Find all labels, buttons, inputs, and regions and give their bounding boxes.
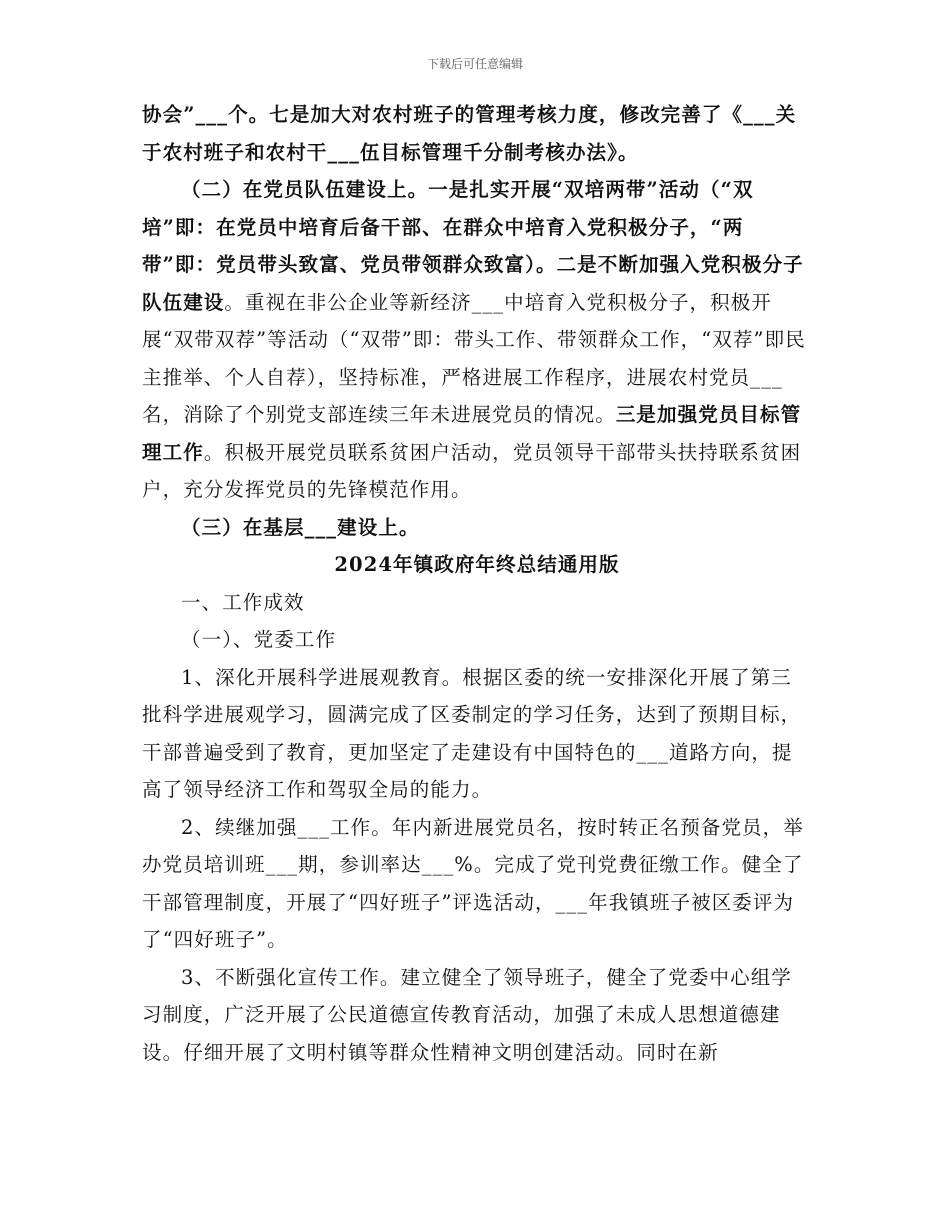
paragraph-2-bold-lead: （二）在党员队伍建设上。一是扎实开展“双培两带”活动（“双培”即：在党员中培育后备干部、在群众中培育入党积极分子，“两带”即：党员带头致富、党员带领群众致富）。二是不断加强入党积极分子队伍建设 xyxy=(142,178,804,314)
paragraph-2-bold-mid: 三是加强党员目标管理工作 xyxy=(142,403,802,464)
list-item-2: 2、续继加强___工作。年内新进展党员名，按时转正名预备党员，举办党员培训班___期，参训率达___%。完成了党刊党费征缴工作。健全了干部管理制度，开展了“四好班子”评选活动，___年我镇班子被区委评为了“四好班子”。 xyxy=(142,815,804,951)
paragraph-1: 协会”___个。七是加大对农村班子的管理考核力度，修改完善了《___关于农村班子和农村干___伍目标管理千分制考核办法》。 xyxy=(142,103,797,164)
paragraph-2-text-end: 。积极开展党员联系贫困户活动，党员领导干部带头扶持联系贫困户，充分发挥党员的先锋模范作用。 xyxy=(142,440,802,501)
document-body xyxy=(142,96,812,1071)
page-header: 下载后可任意编辑 xyxy=(426,57,523,71)
list-item-3: 3、不断强化宣传工作。建立健全了领导班子，健全了党委中心组学习制度，广泛开展了公民道德宣传教育活动，加强了未成人思想道德建设。仔细开展了文明村镇等群众性精神文明创建活动。同时在新 xyxy=(142,965,792,1064)
section-heading-2: （一）、党委工作 xyxy=(181,628,337,651)
paragraph-2-text: 。重视在非公企业等新经济___中培育入党积极分子，积极开展“双带双荐”等活动（“双带”即：带头工作、带领群众工作，“双荐”即民主推举、个人自荐），坚持标准，严格进展工作程序，进展农村党员___名，消除了个别党支部连续三年未进展党员的情况。 xyxy=(142,290,806,426)
list-item-1: 1、深化开展科学进展观教育。根据区委的统一安排深化开展了第三批科学进展观学习，圆满完成了区委制定的学习任务，达到了预期目标，干部普遍受到了教育，更加坚定了走建设有中国特色的___道路方向，提高了领导经济工作和驾驭全局的能力。 xyxy=(142,665,802,801)
document-title: 2024年镇政府年终总结通用版 xyxy=(334,553,620,576)
paragraph-3: （三）在基层___建设上。 xyxy=(181,515,420,539)
section-heading-1: 一、工作成效 xyxy=(181,590,305,614)
paragraph-2 xyxy=(142,171,812,509)
